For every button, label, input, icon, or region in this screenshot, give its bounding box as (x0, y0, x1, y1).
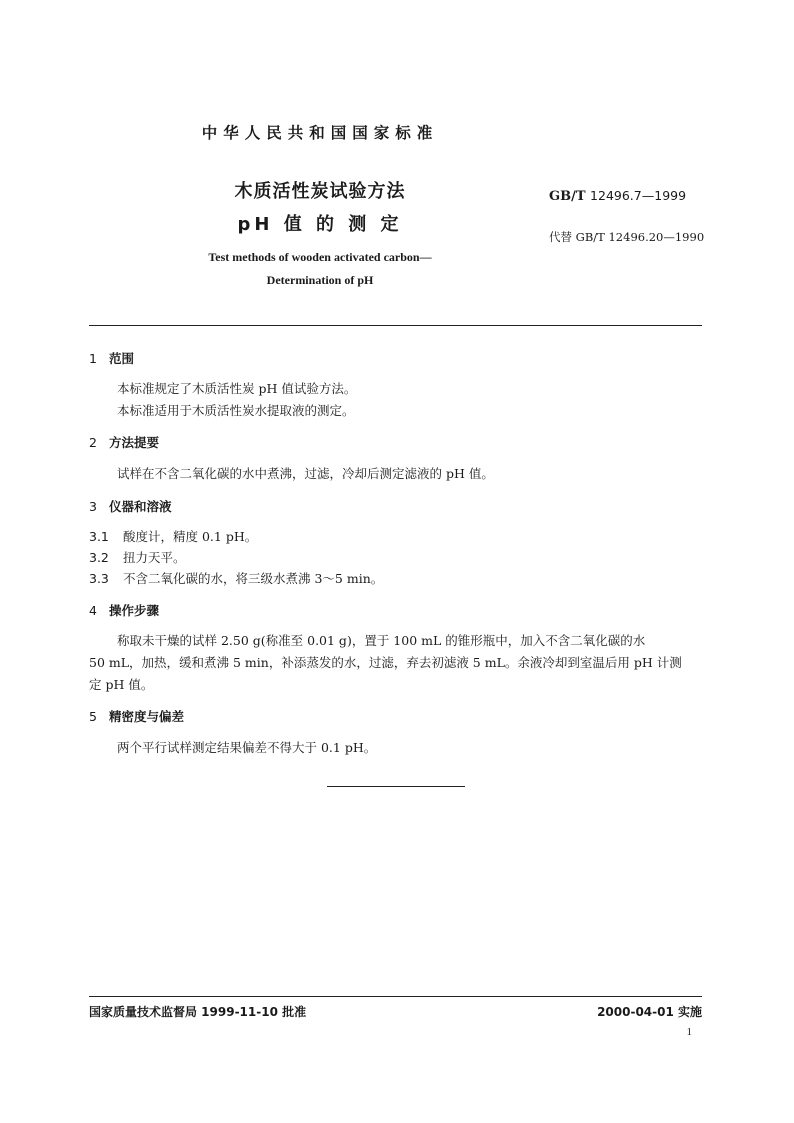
section-heading-4 (89, 601, 159, 619)
section-number: 1 (89, 351, 97, 366)
implementation-date: 2000-04-01 实施 (597, 1005, 702, 1019)
item-number: 3.2 (89, 550, 109, 565)
paragraph-line: 称取未干燥的试样 2.50 g(称准至 0.01 g)，置于 100 mL 的锥形瓶中，加入不含二氧化碳的水 (117, 633, 646, 648)
approval-date: 国家质量技术监督局 1999-11-10 批准 (89, 1005, 307, 1019)
section-number: 2 (89, 435, 97, 450)
paragraph: 本标准规定了木质活性炭 pH 值试验方法。 (117, 381, 357, 396)
paragraph: 两个平行试样测定结果偏差不得大于 0.1 pH。 (117, 740, 377, 755)
document-title-line-2: pH 值 的 测 定 (237, 214, 403, 235)
paragraph-line: 50 mL，加热，缓和煮沸 5 min，补添蒸发的水，过滤，弃去初滤液 5 mL。余液冷却到室温后用 pH 计测 (89, 655, 682, 670)
issuing-org-title: 中华人民共和国国家标准 (201, 124, 439, 142)
page-number: 1 (686, 1026, 692, 1038)
standard-code-prefix: GB/T (549, 189, 586, 204)
footer-divider (89, 996, 702, 997)
section-title: 操作步骤 (109, 603, 160, 618)
section-number: 3 (89, 499, 97, 514)
document-title-line-1: 木质活性炭试验方法 (234, 181, 406, 202)
section-heading-5 (89, 707, 184, 725)
english-title-line-1: Test methods of wooden activated carbon— (208, 250, 432, 264)
item-text: 酸度计，精度 0.1 pH。 (123, 529, 258, 544)
section-heading-1 (89, 349, 134, 367)
item-number: 3.1 (89, 529, 109, 544)
standard-code-number: 12496.7—1999 (590, 188, 687, 203)
section-number: 5 (89, 709, 97, 724)
end-of-text-rule (327, 786, 465, 787)
standard-code (549, 188, 686, 204)
list-item (89, 569, 702, 587)
section-title: 范围 (109, 351, 135, 366)
item-text: 扭力天平。 (123, 550, 186, 565)
list-item (89, 548, 702, 566)
section-title: 精密度与偏差 (109, 709, 185, 724)
paragraph: 试样在不含二氧化碳的水中煮沸，过滤，冷却后测定滤液的 pH 值。 (117, 466, 494, 481)
section-title: 仪器和溶液 (109, 499, 172, 514)
english-title-line-2: Determination of pH (266, 273, 374, 287)
paragraph-line: 定 pH 值。 (89, 677, 154, 692)
paragraph: 本标准适用于木质活性炭水提取液的测定。 (117, 403, 355, 418)
item-text: 不含二氧化碳的水，将三级水煮沸 3～5 min。 (123, 571, 384, 586)
list-item (89, 527, 702, 545)
section-number: 4 (89, 603, 97, 618)
section-heading-2 (89, 433, 159, 451)
section-title: 方法提要 (109, 435, 160, 450)
replaces-standard: 代替 GB/T 12496.20—1990 (549, 230, 705, 244)
item-number: 3.3 (89, 571, 109, 586)
header-divider (89, 325, 702, 326)
section-heading-3 (89, 497, 172, 515)
